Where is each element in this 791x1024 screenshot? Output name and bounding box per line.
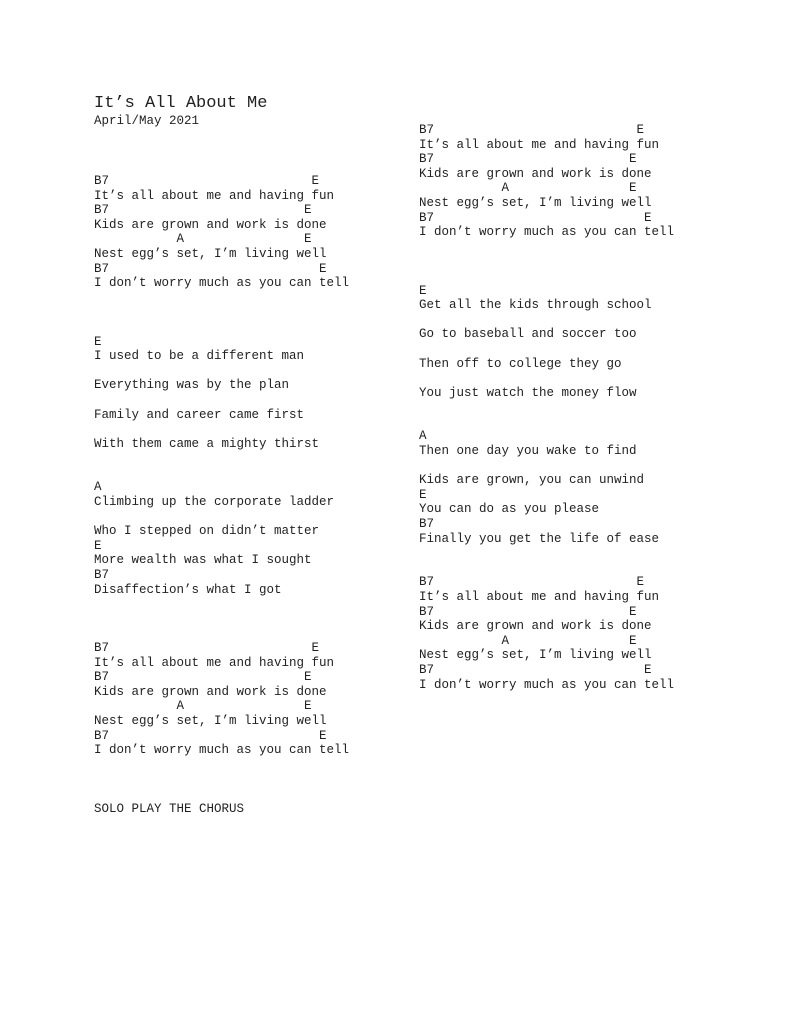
lyric-line: B7 E bbox=[94, 728, 327, 743]
lyric-line bbox=[94, 772, 349, 787]
lyric-line: More wealth was what I sought bbox=[94, 553, 312, 568]
lyric-line: You can do as you please bbox=[419, 502, 600, 517]
lyric-line bbox=[94, 451, 349, 466]
song-date: April/May 2021 bbox=[94, 114, 200, 128]
lyric-line: Nest egg’s set, I’m living well bbox=[419, 648, 652, 663]
lyric-line bbox=[94, 612, 349, 627]
lyric-line: A E bbox=[419, 633, 637, 648]
lyric-line: B7 bbox=[419, 517, 435, 532]
lyric-line: You just watch the money flow bbox=[419, 385, 637, 400]
lyric-line bbox=[94, 422, 349, 437]
lyric-line bbox=[419, 561, 674, 576]
lyric-line: It’s all about me and having fun bbox=[419, 137, 660, 152]
lyric-line: Then one day you wake to find bbox=[419, 444, 637, 459]
lyric-line bbox=[94, 597, 349, 612]
lyric-line bbox=[94, 393, 349, 408]
lyric-line bbox=[419, 415, 674, 430]
lyric-line: Go to baseball and soccer too bbox=[419, 327, 637, 342]
lyric-line bbox=[419, 371, 674, 386]
lyric-line: Then off to college they go bbox=[419, 356, 622, 371]
lyric-line: B7 E bbox=[94, 174, 320, 188]
lyric-line: Nest egg’s set, I’m living well bbox=[94, 246, 327, 261]
lyric-line bbox=[94, 320, 349, 335]
right-column bbox=[419, 123, 674, 692]
lyric-line: A E bbox=[94, 232, 312, 247]
lyric-line: Kids are grown, you can unwind bbox=[419, 473, 645, 488]
lyric-line: A bbox=[419, 429, 427, 444]
lyric-line: B7 E bbox=[419, 575, 645, 590]
lyric-line: Kids are grown and work is done bbox=[94, 684, 327, 699]
lyric-line: I don’t worry much as you can tell bbox=[419, 677, 675, 692]
lyric-line: E bbox=[94, 334, 102, 349]
lyric-line bbox=[94, 305, 349, 320]
lyric-line bbox=[94, 364, 349, 379]
lyric-line: Everything was by the plan bbox=[94, 378, 290, 393]
lyric-line: B7 E bbox=[419, 662, 652, 677]
lyric-line: I don’t worry much as you can tell bbox=[419, 225, 675, 240]
lyric-line bbox=[419, 342, 674, 357]
lyric-line: I used to be a different man bbox=[94, 349, 305, 364]
lyric-line: Nest egg’s set, I’m living well bbox=[94, 713, 327, 728]
lyric-line: Family and career came first bbox=[94, 407, 305, 422]
lyric-line: B7 E bbox=[94, 203, 312, 218]
lyric-line: A E bbox=[94, 699, 312, 714]
left-column bbox=[94, 174, 349, 816]
song-title: It’s All About Me bbox=[94, 94, 268, 113]
lyric-line bbox=[94, 510, 349, 525]
lyric-line: Nest egg’s set, I’m living well bbox=[419, 195, 652, 210]
lyric-line: SOLO PLAY THE CHORUS bbox=[94, 801, 245, 816]
lyric-line bbox=[94, 758, 349, 773]
lyric-line: E bbox=[419, 487, 427, 502]
lyric-line: B7 bbox=[94, 568, 110, 583]
lyric-line bbox=[94, 466, 349, 481]
lyric-line: It’s all about me and having fun bbox=[94, 655, 335, 670]
lyric-line: Kids are grown and work is done bbox=[419, 166, 652, 181]
lyric-line bbox=[419, 313, 674, 328]
lyric-line: Climbing up the corporate ladder bbox=[94, 495, 335, 510]
lyric-line bbox=[94, 626, 349, 641]
lyric-line: It’s all about me and having fun bbox=[419, 590, 660, 604]
lyric-line bbox=[419, 459, 674, 474]
lyric-line: Who I stepped on didn’t matter bbox=[94, 524, 320, 539]
lyric-line: B7 E bbox=[419, 152, 637, 167]
lyric-line: It’s all about me and having fun bbox=[94, 188, 335, 203]
lyric-line: I don’t worry much as you can tell bbox=[94, 276, 350, 291]
lyric-line: E bbox=[94, 538, 102, 553]
lyric-line: A E bbox=[419, 181, 637, 196]
lyric-line: B7 E bbox=[419, 604, 637, 619]
lyric-line: Disaffection’s what I got bbox=[94, 582, 282, 597]
lyric-line bbox=[419, 400, 674, 415]
lyric-line: E bbox=[419, 283, 427, 298]
lyric-line: B7 E bbox=[94, 641, 320, 655]
lyric-line bbox=[94, 291, 349, 306]
lyric-line: B7 E bbox=[419, 210, 652, 225]
lyric-line: Kids are grown and work is done bbox=[94, 217, 327, 232]
lyric-line: With them came a mighty thirst bbox=[94, 436, 320, 451]
lyric-line bbox=[94, 787, 349, 802]
lyric-line bbox=[419, 546, 674, 561]
lyric-line: B7 E bbox=[94, 670, 312, 685]
lyric-line: Get all the kids through school bbox=[419, 298, 652, 313]
lyric-line: Kids are grown and work is done bbox=[419, 619, 652, 634]
lyric-line: B7 E bbox=[94, 261, 327, 276]
lyric-line: A bbox=[94, 480, 102, 495]
lyric-line bbox=[419, 240, 674, 255]
lyric-line bbox=[419, 269, 674, 284]
lyric-line: Finally you get the life of ease bbox=[419, 531, 660, 546]
lyric-line: B7 E bbox=[419, 123, 645, 137]
lyric-line bbox=[419, 254, 674, 269]
lyric-line: I don’t worry much as you can tell bbox=[94, 743, 350, 758]
